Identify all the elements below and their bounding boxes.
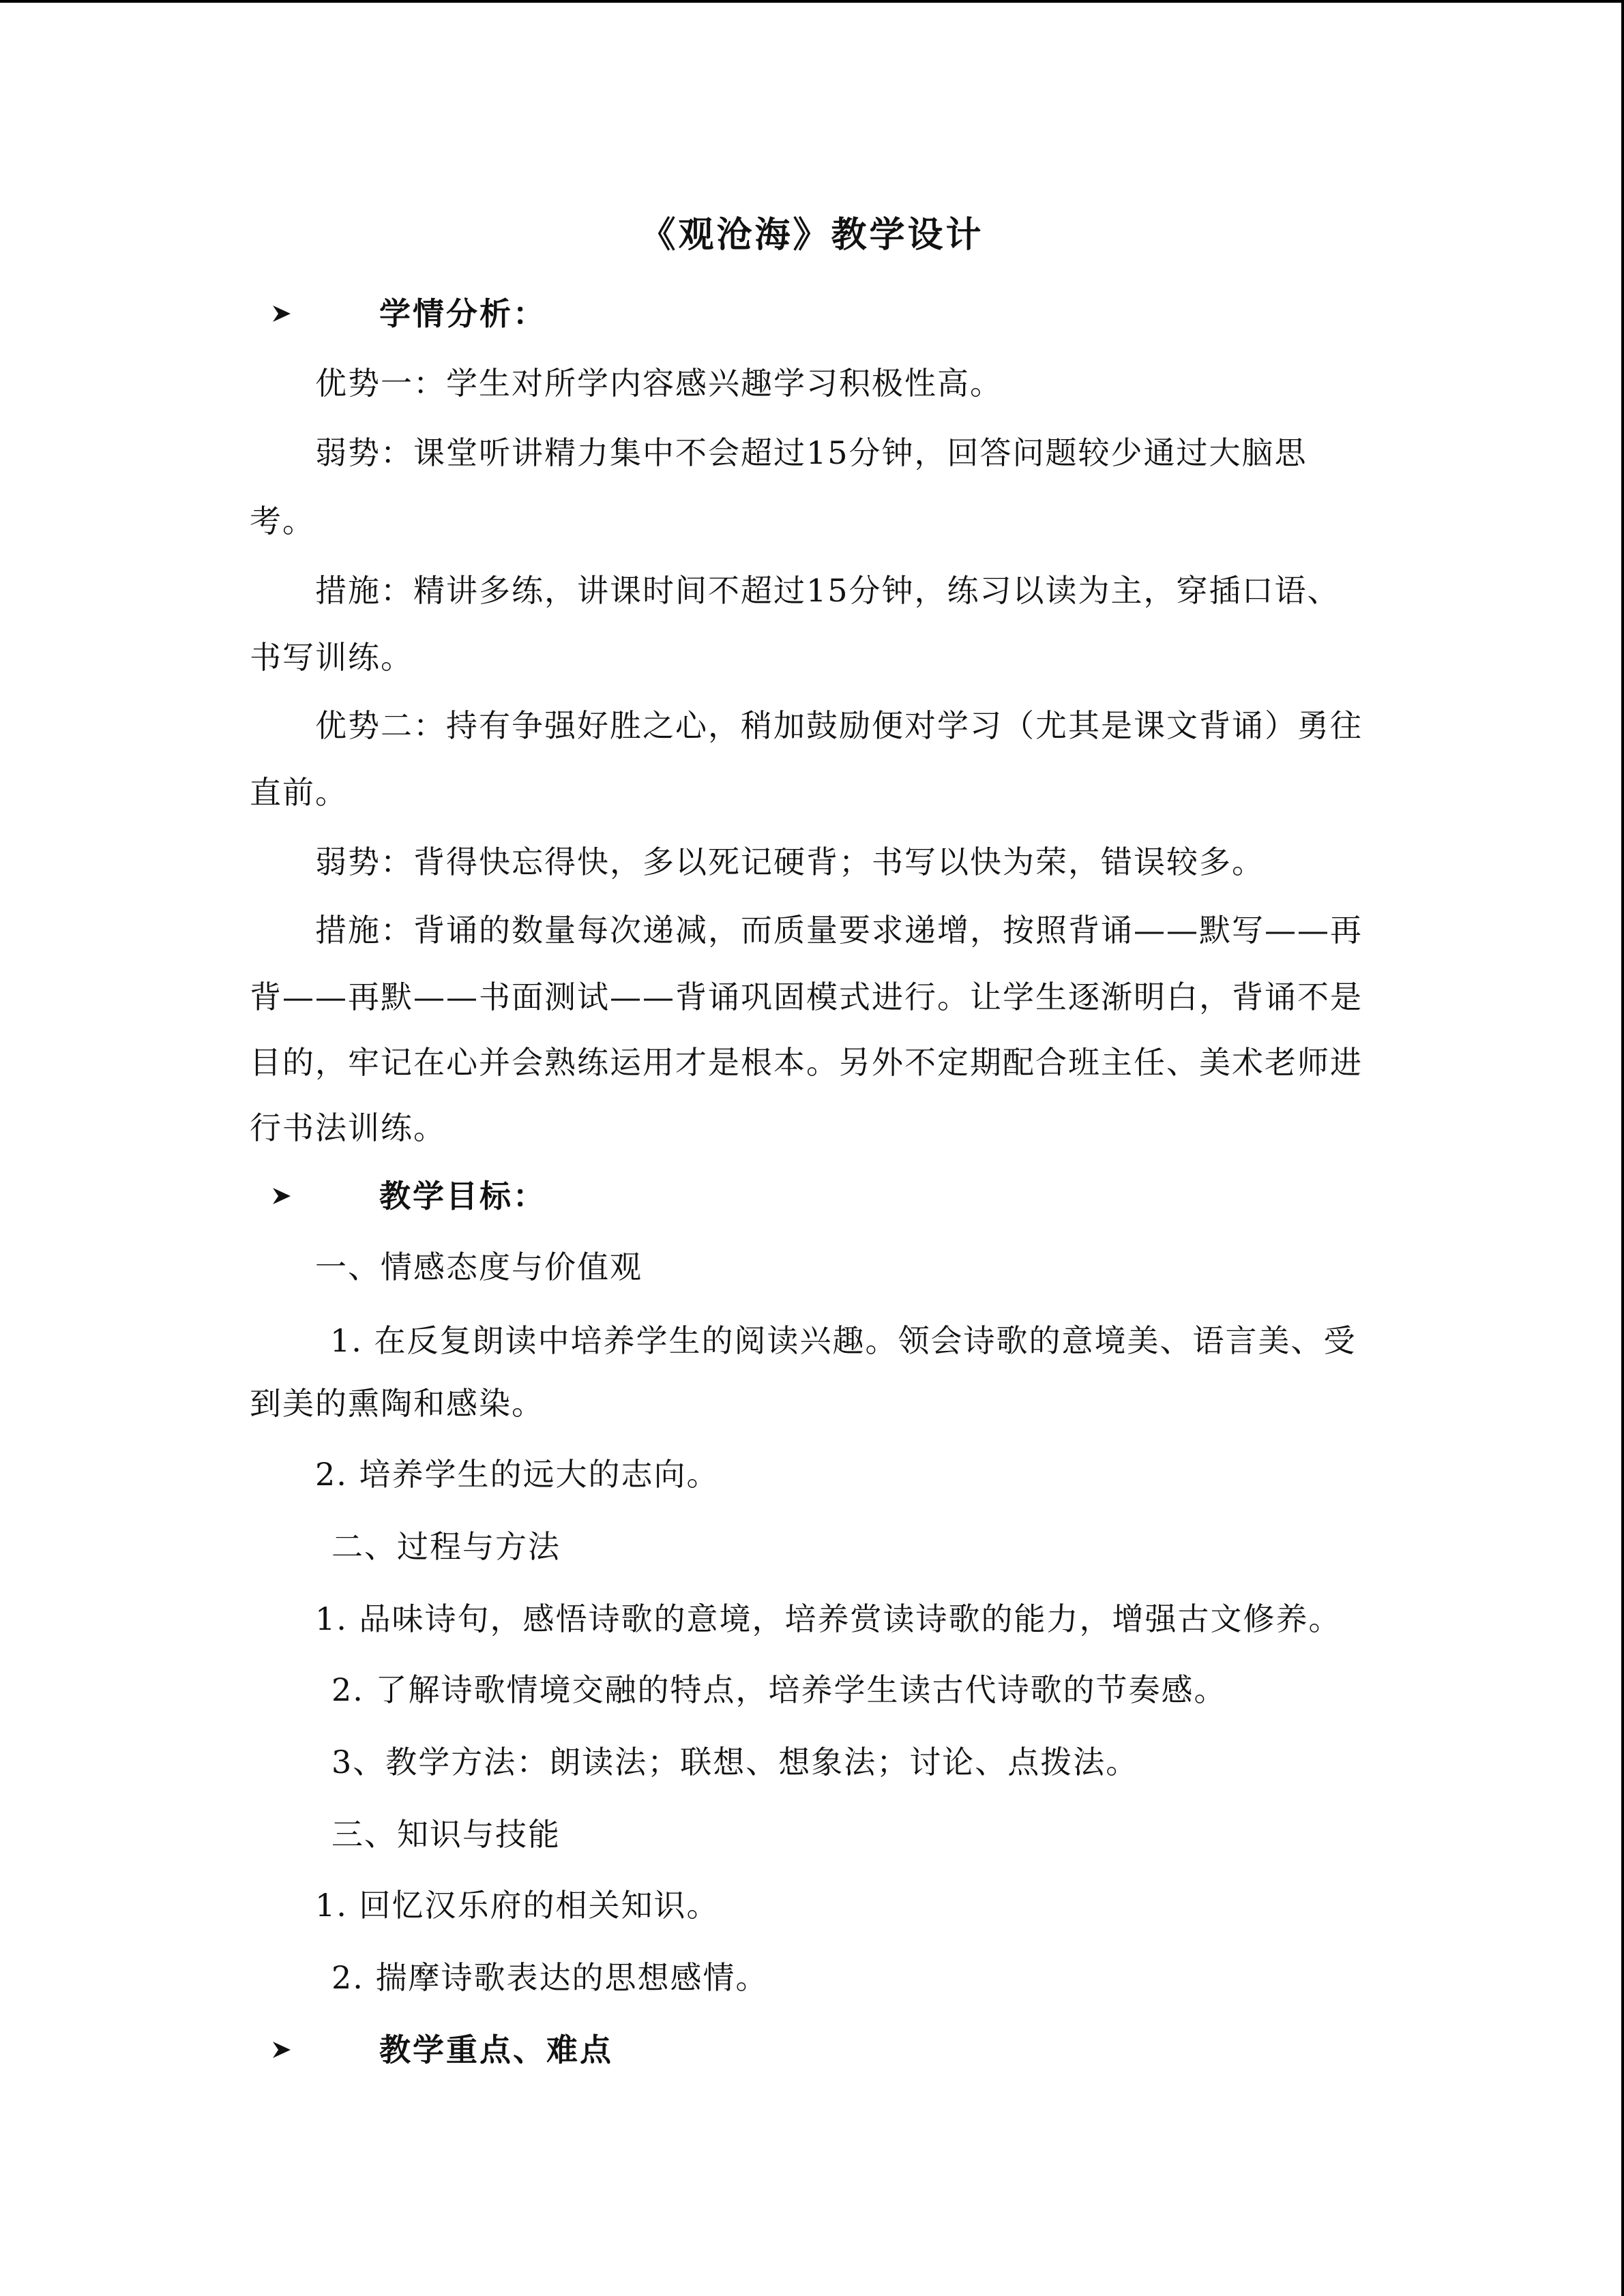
section-heading-key-points: 教学重点、难点 xyxy=(379,2031,613,2068)
text-line: 2. 培养学生的远大的志向。 xyxy=(315,1456,720,1493)
text-line: 弱势：课堂听讲精力集中不会超过15分钟，回答问题较少通过大脑思 xyxy=(315,434,1308,471)
arrow-bullet-icon xyxy=(269,2029,296,2070)
text-line: 措施：精讲多练，讲课时间不超过15分钟，练习以读为主，穿插口语、 xyxy=(315,572,1340,609)
text-line: 考。 xyxy=(250,503,315,539)
text-line: 1. 在反复朗读中培养学生的阅读兴趣。领会诗歌的意境美、语言美、受 xyxy=(330,1322,1357,1359)
text-line: 直前。 xyxy=(250,774,348,811)
text-line: 优势二：持有争强好胜之心，稍加鼓励便对学习（尤其是课文背诵）勇往 xyxy=(315,707,1363,744)
text-line: 1. 回忆汉乐府的相关知识。 xyxy=(315,1887,720,1924)
text-line: 目的，牢记在心并会熟练运用才是根本。另外不定期配合班主任、美术老师进 xyxy=(250,1044,1363,1081)
text-line: 3、教学方法：朗读法；联想、想象法；讨论、点拨法。 xyxy=(331,1744,1139,1780)
arrow-bullet-icon xyxy=(269,1176,296,1217)
text-line: 三、知识与技能 xyxy=(331,1816,561,1853)
text-line: 行书法训练。 xyxy=(250,1109,446,1146)
text-line: 弱势：背得快忘得快，多以死记硬背；书写以快为荣，错误较多。 xyxy=(315,844,1265,880)
arrow-bullet-icon xyxy=(269,293,296,334)
text-line: 到美的熏陶和感染。 xyxy=(250,1385,544,1422)
text-line: 2. 了解诗歌情境交融的特点，培养学生读古代诗歌的节奏感。 xyxy=(331,1671,1227,1708)
text-line: 背——再默——书面测试——背诵巩固模式进行。让学生逐渐明白，背诵不是 xyxy=(250,979,1363,1015)
section-heading-student-analysis: 学情分析： xyxy=(379,295,546,332)
text-line: 书写训练。 xyxy=(250,639,413,676)
text-line: 优势一：学生对所学内容感兴趣学习积极性高。 xyxy=(315,365,1003,402)
text-line: 措施：背诵的数量每次递减，而质量要求递增，按照背诵——默写——再 xyxy=(315,912,1363,949)
document-title: 《观沧海》教学设计 xyxy=(640,215,984,256)
section-heading-teaching-goals: 教学目标： xyxy=(379,1178,546,1214)
text-line: 1. 品味诗句，感悟诗歌的意境，培养赏读诗歌的能力，增强古文修养。 xyxy=(315,1600,1342,1637)
text-line: 2. 揣摩诗歌表达的思想感情。 xyxy=(331,1959,769,1996)
text-line: 二、过程与方法 xyxy=(331,1528,561,1565)
text-line: 一、情感态度与价值观 xyxy=(315,1249,643,1285)
